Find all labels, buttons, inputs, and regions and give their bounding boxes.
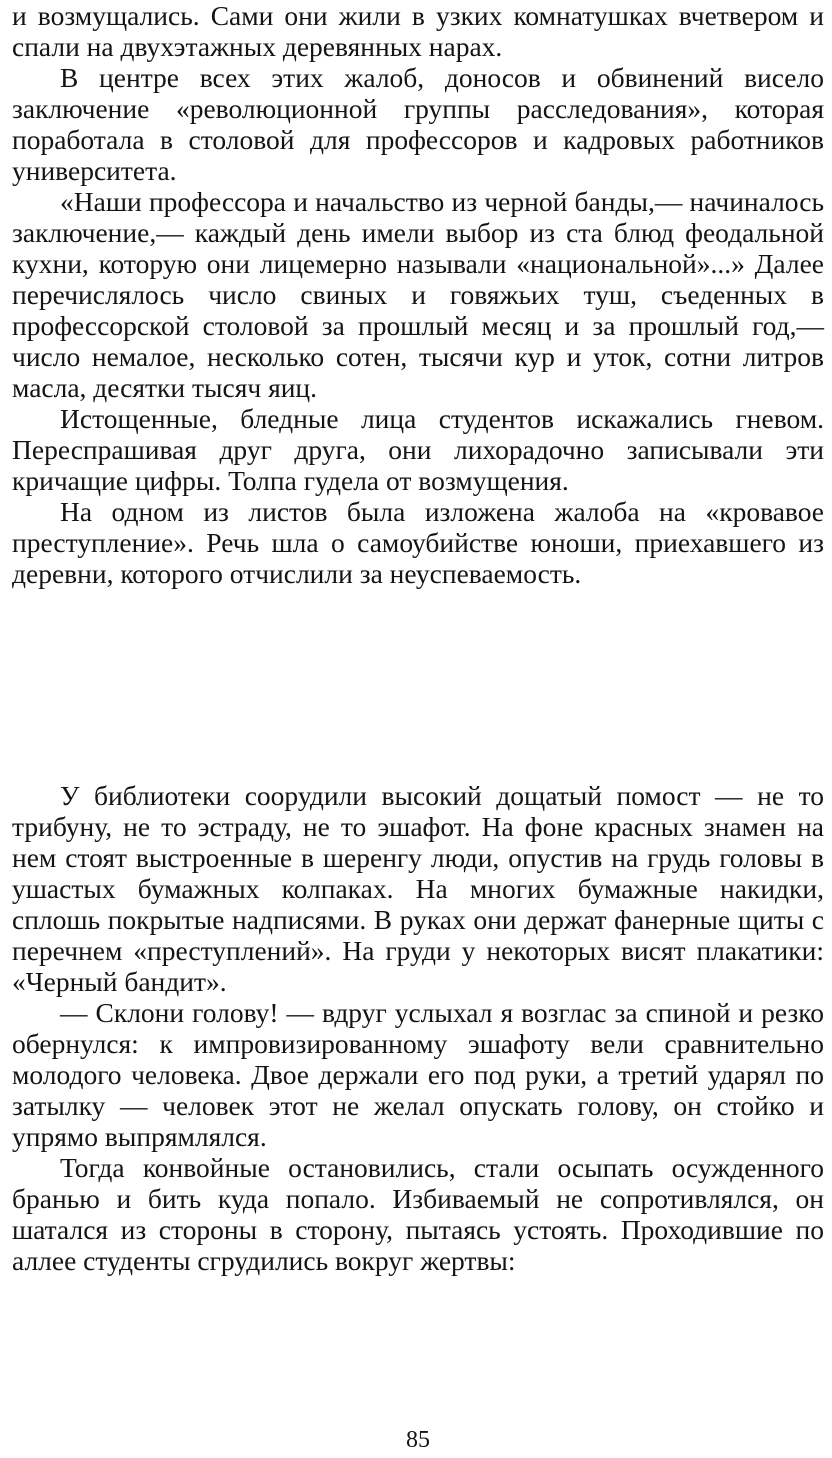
paragraph-conclusion-quote: «Наши профессора и начальство из черной банды,— начиналось заключение,— каждый день имели выбор из ста блюд феодальной кухни, которую они лицемерно называли «национальной»...» Далее перечислялось число свиных и говяжьих туш, съеденных в профессорской столовой за прошлый месяц и за прошлый год,— число немалое, несколько сотен, тысячи кур и уток, сотни литров масла, десятки тысяч яиц. <box>12 186 824 403</box>
paragraph-beating: Тогда конвойные остановились, стали осыпать осужденного бранью и бить куда попало. Избиваемый не сопротивлялся, он шатался из стороны в сторону, пытаясь устоять. Проходившие по аллее студенты сгрудились вокруг жертвы: <box>12 1152 824 1276</box>
text-section-2 <box>12 780 824 1276</box>
text-section-1 <box>12 0 824 589</box>
paragraph-bow-head: — Склони голову! — вдруг услыхал я возглас за спиной и резко обернулся: к импровизированному эшафоту вели сравнительно молодого человека. Двое держали его под руки, а третий ударял по затылку — человек этот не желал опускать голову, он стойко и упрямо выпрямлялся. <box>12 997 824 1152</box>
paragraph-bloody-crime: На одном из листов была изложена жалоба на «кровавое преступление». Речь шла о самоубийстве юноши, приехавшего из деревни, которого отчислили за неуспеваемость. <box>12 496 824 589</box>
paragraph-students-anger: Истощенные, бледные лица студентов искажались гневом. Переспрашивая друг друга, они лихорадочно записывали эти кричащие цифры. Толпа гудела от возмущения. <box>12 403 824 496</box>
page-number: 85 <box>406 1427 430 1453</box>
paragraph-investigation-conclusion: В центре всех этих жалоб, доносов и обвинений висело заключение «революционной группы расследования», которая поработала в столовой для профессоров и кадровых работников университета. <box>12 62 824 186</box>
paragraph-library-scaffold: У библиотеки соорудили высокий дощатый помост — не то трибуну, не то эстраду, не то эшафот. На фоне красных знамен на нем стоят выстроенные в шеренгу люди, опустив на грудь головы в ушастых бумажных колпаках. На многих бумажные накидки, сплошь покрытые надписями. В руках они держат фанерные щиты с перечнем «преступлений». На груди у некоторых висят плакатики: «Черный бандит». <box>12 780 824 997</box>
paragraph-continuation: и возмущались. Сами они жили в узких комнатушках вчетвером и спали на двухэтажных деревянных нарах. <box>12 0 824 62</box>
book-page <box>12 0 824 1458</box>
